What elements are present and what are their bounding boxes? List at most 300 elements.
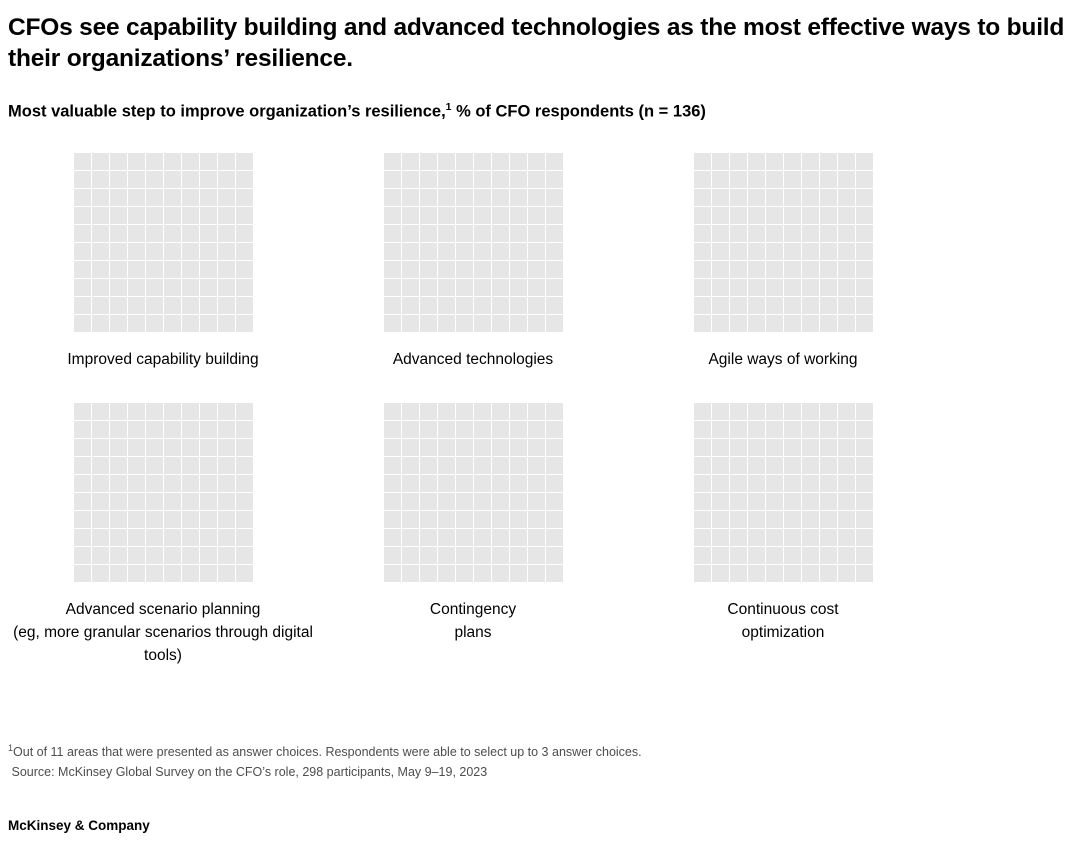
waffle-square <box>528 207 545 224</box>
waffle-square <box>474 493 491 510</box>
waffle-square <box>784 475 801 492</box>
waffle-square <box>128 547 145 564</box>
waffle-square <box>730 439 747 456</box>
waffle-square <box>784 171 801 188</box>
waffle-square <box>402 315 419 332</box>
waffle-square <box>510 511 527 528</box>
waffle-square <box>236 403 253 420</box>
waffle-square <box>492 207 509 224</box>
waffle-square <box>802 189 819 206</box>
waffle-square <box>694 547 711 564</box>
waffle-square <box>92 207 109 224</box>
waffle-square <box>420 421 437 438</box>
waffle-square <box>420 189 437 206</box>
waffle-square <box>92 511 109 528</box>
waffle-square <box>236 457 253 474</box>
waffle-square <box>694 439 711 456</box>
waffle-square <box>856 153 873 170</box>
waffle-square <box>402 261 419 278</box>
chart-subtitle <box>8 101 1072 123</box>
waffle-square <box>182 297 199 314</box>
waffle-square <box>694 475 711 492</box>
waffle-square <box>128 189 145 206</box>
waffle-square <box>92 529 109 546</box>
waffle-square <box>146 261 163 278</box>
waffle-square <box>182 243 199 260</box>
waffle-square <box>456 403 473 420</box>
waffle-square <box>474 153 491 170</box>
waffle-square <box>74 475 91 492</box>
waffle-square <box>236 475 253 492</box>
waffle-square <box>528 439 545 456</box>
waffle-square <box>128 457 145 474</box>
waffle-square <box>856 261 873 278</box>
waffle-square <box>128 439 145 456</box>
waffle-square <box>456 421 473 438</box>
waffle-square <box>74 547 91 564</box>
waffle-square <box>802 225 819 242</box>
waffle-square <box>510 189 527 206</box>
waffle-square <box>838 225 855 242</box>
waffle-square <box>146 279 163 296</box>
footnote-superscript: 1 <box>8 743 14 753</box>
waffle-square <box>838 189 855 206</box>
waffle-square <box>766 457 783 474</box>
waffle-square <box>146 457 163 474</box>
waffle-square <box>74 171 91 188</box>
waffle-square <box>712 439 729 456</box>
waffle-square <box>110 457 127 474</box>
waffle-square <box>546 153 563 170</box>
waffle-square <box>182 225 199 242</box>
waffle-square <box>784 261 801 278</box>
waffle-square <box>456 565 473 582</box>
waffle-square <box>92 565 109 582</box>
waffle-square <box>492 547 509 564</box>
waffle-label-4-line-1: Advanced scenario planning <box>65 600 261 618</box>
waffle-square <box>730 457 747 474</box>
waffle-square <box>492 243 509 260</box>
waffle-square <box>74 529 91 546</box>
waffle-square <box>402 207 419 224</box>
waffle-square <box>200 261 217 278</box>
waffle-square <box>802 565 819 582</box>
waffle-square <box>200 457 217 474</box>
waffle-square <box>218 243 235 260</box>
waffle-square <box>146 493 163 510</box>
waffle-square <box>74 439 91 456</box>
waffle-square <box>694 297 711 314</box>
waffle-square <box>856 297 873 314</box>
waffle-square <box>110 225 127 242</box>
waffle-square <box>128 511 145 528</box>
waffle-square <box>438 279 455 296</box>
waffle-square <box>546 243 563 260</box>
waffle-square <box>820 421 837 438</box>
waffle-label-6 <box>727 598 838 645</box>
waffle-square <box>146 403 163 420</box>
waffle-square <box>456 171 473 188</box>
waffle-square <box>92 315 109 332</box>
waffle-square <box>766 225 783 242</box>
waffle-square <box>182 315 199 332</box>
waffle-grid-4 <box>74 403 253 582</box>
waffle-square <box>546 315 563 332</box>
waffle-square <box>856 315 873 332</box>
waffle-square <box>712 475 729 492</box>
waffle-square <box>694 565 711 582</box>
waffle-square <box>730 421 747 438</box>
waffle-square <box>146 297 163 314</box>
waffle-square <box>820 261 837 278</box>
waffle-cell-advanced-scenario-planning <box>8 403 318 668</box>
waffle-square <box>456 243 473 260</box>
waffle-square <box>838 439 855 456</box>
waffle-square <box>820 439 837 456</box>
waffle-square <box>74 457 91 474</box>
waffle-square <box>384 421 401 438</box>
footnotes <box>8 742 642 782</box>
waffle-square <box>546 189 563 206</box>
waffle-square <box>820 297 837 314</box>
waffle-square <box>402 475 419 492</box>
subtitle-main: Most valuable step to improve organization’s resilience, <box>8 102 446 121</box>
waffle-square <box>182 207 199 224</box>
waffle-square <box>474 189 491 206</box>
waffle-square <box>766 529 783 546</box>
waffle-square <box>236 153 253 170</box>
waffle-square <box>492 261 509 278</box>
waffle-square <box>856 225 873 242</box>
waffle-square <box>236 565 253 582</box>
waffle-square <box>492 171 509 188</box>
waffle-square <box>110 475 127 492</box>
waffle-square <box>748 279 765 296</box>
waffle-square <box>110 403 127 420</box>
waffle-square <box>438 529 455 546</box>
waffle-square <box>748 207 765 224</box>
waffle-square <box>402 547 419 564</box>
waffle-square <box>182 189 199 206</box>
waffle-square <box>128 315 145 332</box>
waffle-square <box>74 261 91 278</box>
waffle-square <box>218 171 235 188</box>
waffle-square <box>730 493 747 510</box>
waffle-square <box>456 547 473 564</box>
waffle-square <box>712 315 729 332</box>
waffle-square <box>802 547 819 564</box>
waffle-square <box>218 297 235 314</box>
waffle-square <box>784 457 801 474</box>
waffle-square <box>474 171 491 188</box>
waffle-square <box>838 243 855 260</box>
waffle-square <box>92 153 109 170</box>
waffle-square <box>712 153 729 170</box>
waffle-square <box>838 207 855 224</box>
waffle-square <box>420 457 437 474</box>
waffle-square <box>546 261 563 278</box>
waffle-square <box>128 421 145 438</box>
waffle-square <box>492 297 509 314</box>
waffle-square <box>420 279 437 296</box>
waffle-square <box>402 421 419 438</box>
waffle-square <box>146 565 163 582</box>
waffle-square <box>92 439 109 456</box>
waffle-square <box>74 207 91 224</box>
waffle-square <box>730 189 747 206</box>
waffle-square <box>784 225 801 242</box>
footnote-line-2-text: Source: McKinsey Global Survey on the CFO’s role, 298 participants, May 9–19, 2023 <box>11 764 488 779</box>
waffle-square <box>712 297 729 314</box>
waffle-square <box>766 243 783 260</box>
waffle-square <box>164 511 181 528</box>
waffle-square <box>438 565 455 582</box>
waffle-square <box>74 403 91 420</box>
waffle-square <box>438 315 455 332</box>
waffle-square <box>438 421 455 438</box>
waffle-square <box>384 207 401 224</box>
waffle-square <box>492 189 509 206</box>
waffle-square <box>784 189 801 206</box>
waffle-square <box>182 171 199 188</box>
waffle-square <box>546 403 563 420</box>
waffle-square <box>784 297 801 314</box>
waffle-square <box>218 153 235 170</box>
waffle-square <box>712 189 729 206</box>
waffle-square <box>838 457 855 474</box>
waffle-square <box>838 547 855 564</box>
waffle-square <box>748 403 765 420</box>
waffle-label-3 <box>708 348 857 371</box>
waffle-square <box>820 225 837 242</box>
waffle-square <box>384 511 401 528</box>
waffle-square <box>802 243 819 260</box>
waffle-square <box>236 207 253 224</box>
waffle-square <box>456 475 473 492</box>
waffle-grid-1 <box>74 153 253 332</box>
waffle-square <box>218 475 235 492</box>
footnote-line-1 <box>8 742 642 763</box>
waffle-square <box>528 493 545 510</box>
waffle-chart-area <box>8 153 1072 668</box>
waffle-square <box>74 315 91 332</box>
waffle-square <box>528 511 545 528</box>
waffle-square <box>182 493 199 510</box>
waffle-square <box>456 225 473 242</box>
waffle-square <box>694 243 711 260</box>
waffle-square <box>802 475 819 492</box>
waffle-square <box>838 421 855 438</box>
waffle-square <box>236 189 253 206</box>
waffle-square <box>438 457 455 474</box>
waffle-square <box>384 547 401 564</box>
waffle-square <box>474 403 491 420</box>
waffle-square <box>384 261 401 278</box>
waffle-square <box>712 457 729 474</box>
waffle-square <box>420 529 437 546</box>
waffle-square <box>110 297 127 314</box>
waffle-square <box>182 279 199 296</box>
waffle-square <box>110 189 127 206</box>
waffle-square <box>182 261 199 278</box>
waffle-square <box>200 279 217 296</box>
waffle-square <box>766 261 783 278</box>
waffle-label-5-line-1: Contingency <box>429 600 517 618</box>
waffle-square <box>146 207 163 224</box>
waffle-square <box>546 279 563 296</box>
waffle-square <box>110 171 127 188</box>
waffle-square <box>456 457 473 474</box>
waffle-square <box>438 243 455 260</box>
waffle-square <box>164 421 181 438</box>
waffle-square <box>492 439 509 456</box>
waffle-square <box>856 529 873 546</box>
waffle-square <box>110 529 127 546</box>
waffle-square <box>510 565 527 582</box>
waffle-square <box>200 547 217 564</box>
waffle-square <box>182 457 199 474</box>
waffle-square <box>510 547 527 564</box>
waffle-square <box>748 439 765 456</box>
waffle-square <box>510 421 527 438</box>
waffle-square <box>838 493 855 510</box>
waffle-square <box>528 475 545 492</box>
waffle-square <box>474 475 491 492</box>
waffle-square <box>200 439 217 456</box>
waffle-square <box>74 189 91 206</box>
waffle-square <box>420 297 437 314</box>
waffle-square <box>510 171 527 188</box>
footnote-line-1-text: Out of 11 areas that were presented as answer choices. Respondents were able to select up to 3 answer choices. <box>13 745 642 760</box>
waffle-square <box>456 315 473 332</box>
waffle-square <box>218 279 235 296</box>
waffle-square <box>384 439 401 456</box>
waffle-square <box>528 243 545 260</box>
waffle-square <box>236 421 253 438</box>
waffle-square <box>712 421 729 438</box>
waffle-square <box>384 403 401 420</box>
waffle-square <box>420 225 437 242</box>
waffle-square <box>420 207 437 224</box>
waffle-square <box>110 279 127 296</box>
waffle-square <box>546 547 563 564</box>
waffle-square <box>438 493 455 510</box>
waffle-square <box>384 279 401 296</box>
waffle-square <box>802 261 819 278</box>
waffle-label-6-line-1: Continuous cost <box>727 600 839 618</box>
waffle-square <box>384 315 401 332</box>
waffle-square <box>146 225 163 242</box>
waffle-square <box>420 261 437 278</box>
waffle-square <box>748 261 765 278</box>
waffle-square <box>766 493 783 510</box>
waffle-square <box>730 153 747 170</box>
waffle-square <box>492 493 509 510</box>
waffle-square <box>510 529 527 546</box>
waffle-square <box>110 207 127 224</box>
waffle-square <box>456 261 473 278</box>
waffle-square <box>712 171 729 188</box>
waffle-square <box>200 529 217 546</box>
waffle-square <box>92 225 109 242</box>
waffle-square <box>236 529 253 546</box>
waffle-square <box>474 565 491 582</box>
waffle-square <box>384 297 401 314</box>
waffle-square <box>820 475 837 492</box>
waffle-square <box>766 315 783 332</box>
waffle-square <box>146 171 163 188</box>
waffle-square <box>474 207 491 224</box>
waffle-square <box>694 207 711 224</box>
waffle-square <box>856 565 873 582</box>
waffle-square <box>528 189 545 206</box>
waffle-square <box>712 403 729 420</box>
waffle-square <box>128 261 145 278</box>
waffle-square <box>218 403 235 420</box>
waffle-square <box>420 243 437 260</box>
waffle-square <box>546 421 563 438</box>
waffle-square <box>236 279 253 296</box>
waffle-square <box>420 439 437 456</box>
waffle-square <box>528 457 545 474</box>
waffle-square <box>456 529 473 546</box>
waffle-cell-agile-ways-of-working <box>628 153 938 371</box>
waffle-square <box>528 171 545 188</box>
waffle-square <box>820 547 837 564</box>
waffle-square <box>128 171 145 188</box>
waffle-square <box>438 225 455 242</box>
waffle-square <box>110 153 127 170</box>
waffle-square <box>492 511 509 528</box>
waffle-square <box>182 439 199 456</box>
waffle-square <box>528 547 545 564</box>
waffle-square <box>528 315 545 332</box>
waffle-square <box>820 511 837 528</box>
waffle-square <box>784 279 801 296</box>
waffle-square <box>492 315 509 332</box>
waffle-label-3-line-1: Agile ways of working <box>708 350 858 368</box>
waffle-cell-improved-capability-building <box>8 153 318 371</box>
waffle-square <box>456 207 473 224</box>
waffle-square <box>218 225 235 242</box>
waffle-square <box>694 493 711 510</box>
waffle-square <box>748 225 765 242</box>
waffle-square <box>384 225 401 242</box>
waffle-square <box>164 547 181 564</box>
waffle-square <box>694 403 711 420</box>
waffle-square <box>384 243 401 260</box>
waffle-square <box>492 403 509 420</box>
waffle-square <box>546 439 563 456</box>
waffle-square <box>420 171 437 188</box>
waffle-square <box>236 171 253 188</box>
waffle-label-4-line-2: (eg, more granular scenarios through digital tools) <box>13 624 313 665</box>
waffle-square <box>856 171 873 188</box>
subtitle-superscript: 1 <box>445 100 452 113</box>
waffle-square <box>438 261 455 278</box>
waffle-square <box>218 565 235 582</box>
waffle-square <box>218 457 235 474</box>
waffle-square <box>730 225 747 242</box>
waffle-square <box>730 279 747 296</box>
waffle-square <box>200 225 217 242</box>
waffle-square <box>128 565 145 582</box>
waffle-square <box>820 243 837 260</box>
waffle-square <box>200 189 217 206</box>
waffle-square <box>712 225 729 242</box>
waffle-square <box>748 475 765 492</box>
waffle-square <box>766 547 783 564</box>
